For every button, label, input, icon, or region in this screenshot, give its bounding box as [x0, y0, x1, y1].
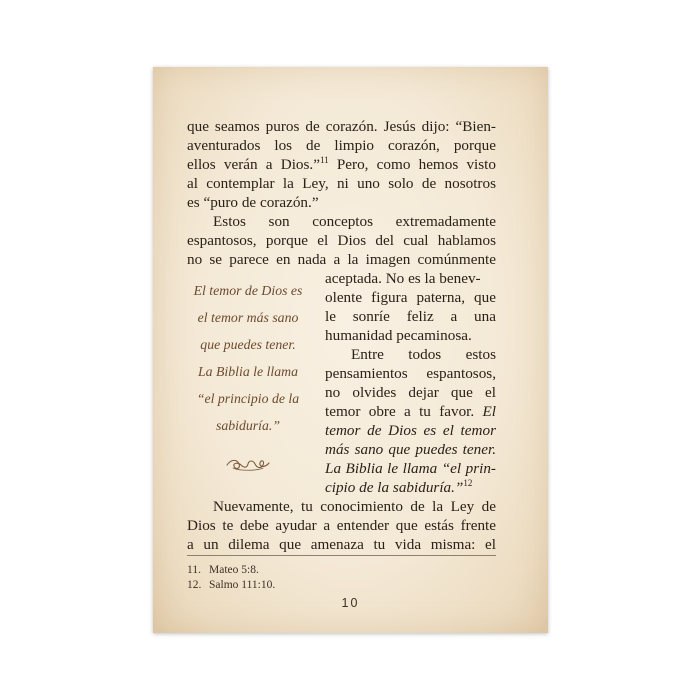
italic-text: cipio de la sabiduría.” — [325, 479, 464, 496]
body-line: le sonríe feliz a una — [325, 308, 496, 325]
pull-quote-line: “el principio de la — [196, 391, 300, 406]
body-line-italic: más sano que puedes tener. — [325, 441, 496, 458]
body-text: Pero, como hemos visto — [328, 156, 496, 173]
page-number: 10 — [341, 596, 360, 610]
footnote — [187, 563, 259, 578]
body-line: Entre todos estos — [351, 346, 496, 363]
italic-text: El — [482, 403, 496, 420]
pull-quote-line: sabiduría.” — [215, 418, 281, 433]
pull-quote-line: El temor de Dios es — [193, 283, 303, 298]
body-line: pensamientos espantosos, — [325, 365, 496, 382]
body-line: no olvides dejar que el — [325, 384, 496, 401]
body-line: aventurados los de limpio corazón, porque — [187, 137, 496, 154]
body-line-italic: La Biblia le llama “el prin- — [325, 460, 496, 477]
footnote-text: Mateo 5:8. — [209, 564, 259, 576]
footnote-number: 11. — [187, 564, 201, 576]
body-line: Nuevamente, tu conocimiento de la Ley de — [213, 498, 496, 515]
footnote-text: Salmo 111:10. — [209, 579, 276, 591]
body-line — [325, 402, 496, 421]
body-line: aceptada. No es la benev- — [325, 270, 481, 287]
body-line-italic: temor de Dios es el temor — [325, 422, 496, 439]
body-line: que seamos puros de corazón. Jesús dijo: “Bien- — [187, 118, 496, 135]
body-line: al contemplar la Ley, ni uno solo de nosotros — [187, 175, 496, 192]
pull-quote-line: el temor más sano — [197, 310, 299, 325]
body-line: es “puro de corazón.” — [187, 194, 319, 211]
body-text: temor obre a tu favor. — [325, 403, 483, 420]
footnote-number: 12. — [187, 579, 202, 591]
body-line: Estos son conceptos extremadamente — [213, 213, 496, 230]
body-text: ellos verán a Dios.” — [187, 156, 320, 173]
book-page — [153, 67, 548, 633]
footnote-ref: 11 — [319, 155, 329, 165]
footnote — [187, 578, 275, 593]
body-line: no se parece en nada a la imagen comúnmente — [187, 251, 496, 268]
body-line: a un dilema que amenaza tu vida misma: el — [187, 536, 496, 553]
footnote-divider — [187, 555, 496, 556]
footnote-ref: 12 — [463, 478, 473, 488]
body-line: olente figura paterna, que — [325, 289, 496, 306]
body-line — [187, 155, 496, 174]
body-line-italic — [325, 478, 496, 497]
pull-quote-line: que puedes tener. — [200, 337, 296, 352]
body-line: espantosos, porque el Dios del cual hablamos — [187, 232, 496, 249]
body-line: Dios te debe ayudar a entender que estás frente — [187, 517, 496, 534]
flourish-ornament-icon — [225, 456, 271, 472]
body-line: humanidad pecaminosa. — [325, 327, 472, 344]
pull-quote-line: La Biblia le llama — [197, 364, 299, 379]
